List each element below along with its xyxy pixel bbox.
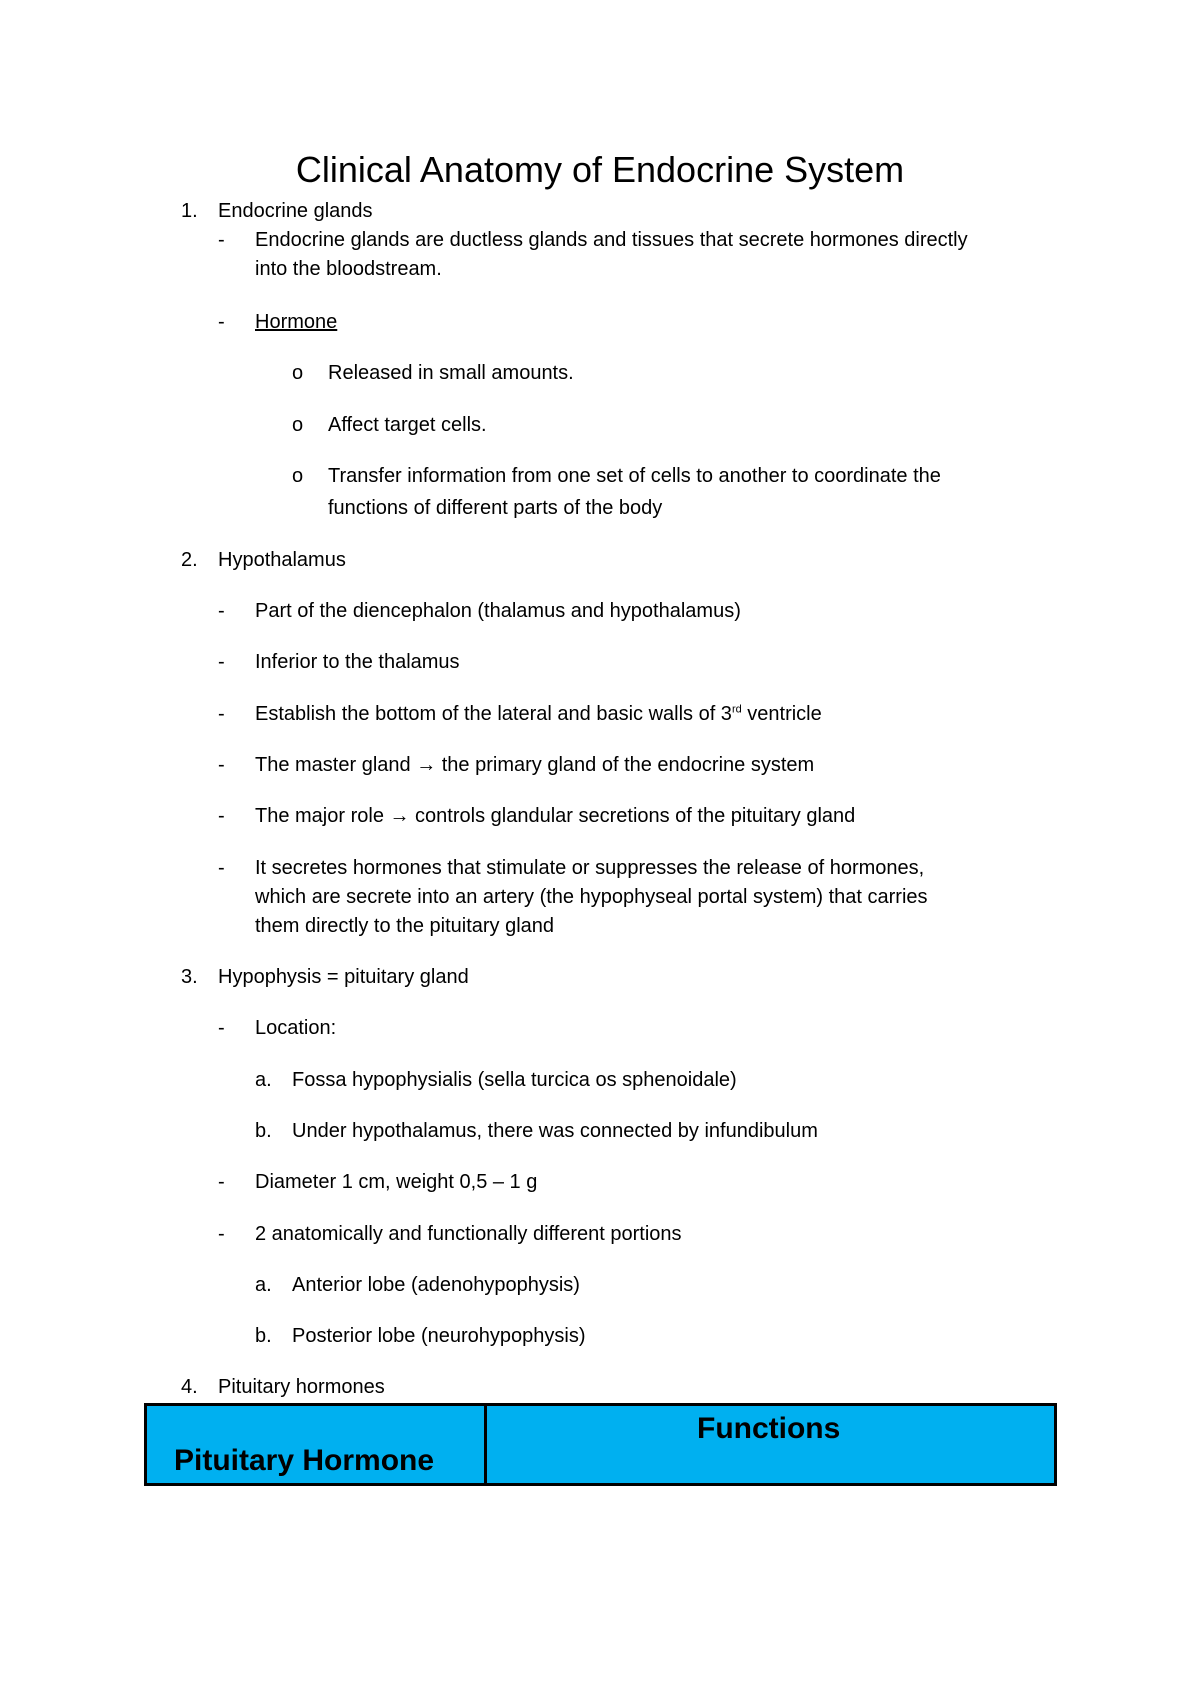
dash-marker: -: [218, 1171, 225, 1193]
letter-marker: a.: [255, 1069, 272, 1091]
list-item: Released in small amounts.: [328, 362, 574, 384]
list-item: them directly to the pituitary gland: [255, 915, 555, 937]
list-item: Location:: [255, 1017, 337, 1039]
definition-line: Endocrine glands are ductless glands and tissues that secrete hormones directly: [255, 229, 968, 251]
pituitary-hormone-table: [144, 1403, 1057, 1486]
circle-bullet: o: [292, 362, 304, 384]
dash-marker: -: [218, 857, 225, 879]
section-number: 2.: [181, 549, 198, 571]
table-header-row: [146, 1405, 1056, 1485]
dash-marker: -: [218, 703, 225, 725]
list-item: Diameter 1 cm, weight 0,5 – 1 g: [255, 1171, 538, 1193]
list-item: It secretes hormones that stimulate or suppresses the release of hormones,: [255, 857, 925, 879]
list-item: Transfer information from one set of cells to another to coordinate the: [328, 465, 941, 487]
section-number: 4.: [181, 1376, 198, 1398]
circle-bullet: o: [292, 465, 304, 487]
list-item: Inferior to the thalamus: [255, 651, 460, 673]
definition-line: into the bloodstream.: [255, 258, 442, 280]
dash-marker: -: [218, 754, 225, 776]
circle-bullet: o: [292, 414, 304, 436]
header-cell-hormone: [146, 1405, 486, 1485]
section-number: 1.: [181, 200, 198, 222]
ventricle-text-end: ventricle: [741, 703, 822, 725]
section-heading-hypophysis: Hypophysis = pituitary gland: [218, 966, 469, 988]
dash-marker: -: [218, 600, 225, 622]
list-item: Anterior lobe (adenohypophysis): [292, 1274, 580, 1296]
list-item: Under hypothalamus, there was connected by infundibulum: [292, 1120, 818, 1142]
section-heading-endocrine-glands: Endocrine glands: [218, 200, 373, 222]
letter-marker: b.: [255, 1325, 272, 1347]
column-header-hormone: Pituitary Hormone: [174, 1444, 435, 1477]
section-number: 3.: [181, 966, 198, 988]
dash-marker: -: [218, 229, 225, 251]
page-title: Clinical Anatomy of Endocrine System: [295, 149, 905, 190]
column-header-functions: Functions: [697, 1412, 841, 1445]
list-item: The major role → controls glandular secretions of the pituitary gland: [255, 805, 856, 827]
list-item: 2 anatomically and functionally different portions: [255, 1223, 682, 1245]
list-item: which are secrete into an artery (the hypophyseal portal system) that carries: [255, 886, 928, 908]
list-item: Affect target cells.: [328, 414, 487, 436]
dash-marker: -: [218, 1017, 225, 1039]
ordinal-suffix: rd: [731, 703, 742, 716]
list-item: Fossa hypophysialis (sella turcica os sphenoidale): [292, 1069, 737, 1091]
section-heading-hypothalamus: Hypothalamus: [218, 549, 346, 571]
list-item: Part of the diencephalon (thalamus and hypothalamus): [255, 600, 741, 622]
letter-marker: a.: [255, 1274, 272, 1296]
section-heading-pituitary-hormones: Pituitary hormones: [218, 1376, 385, 1398]
hormone-subheading: Hormone: [255, 311, 338, 333]
letter-marker: b.: [255, 1120, 272, 1142]
header-cell-functions: [486, 1405, 1056, 1485]
list-item: [255, 700, 822, 728]
dash-marker: -: [218, 805, 225, 827]
ventricle-text: Establish the bottom of the lateral and basic walls of 3: [255, 703, 732, 725]
dash-marker: -: [218, 651, 225, 673]
list-item: The master gland → the primary gland of the endocrine system: [255, 754, 815, 776]
list-item: Posterior lobe (neurohypophysis): [292, 1325, 586, 1347]
dash-marker: -: [218, 311, 225, 333]
list-item: functions of different parts of the body: [328, 497, 663, 519]
dash-marker: -: [218, 1223, 225, 1245]
